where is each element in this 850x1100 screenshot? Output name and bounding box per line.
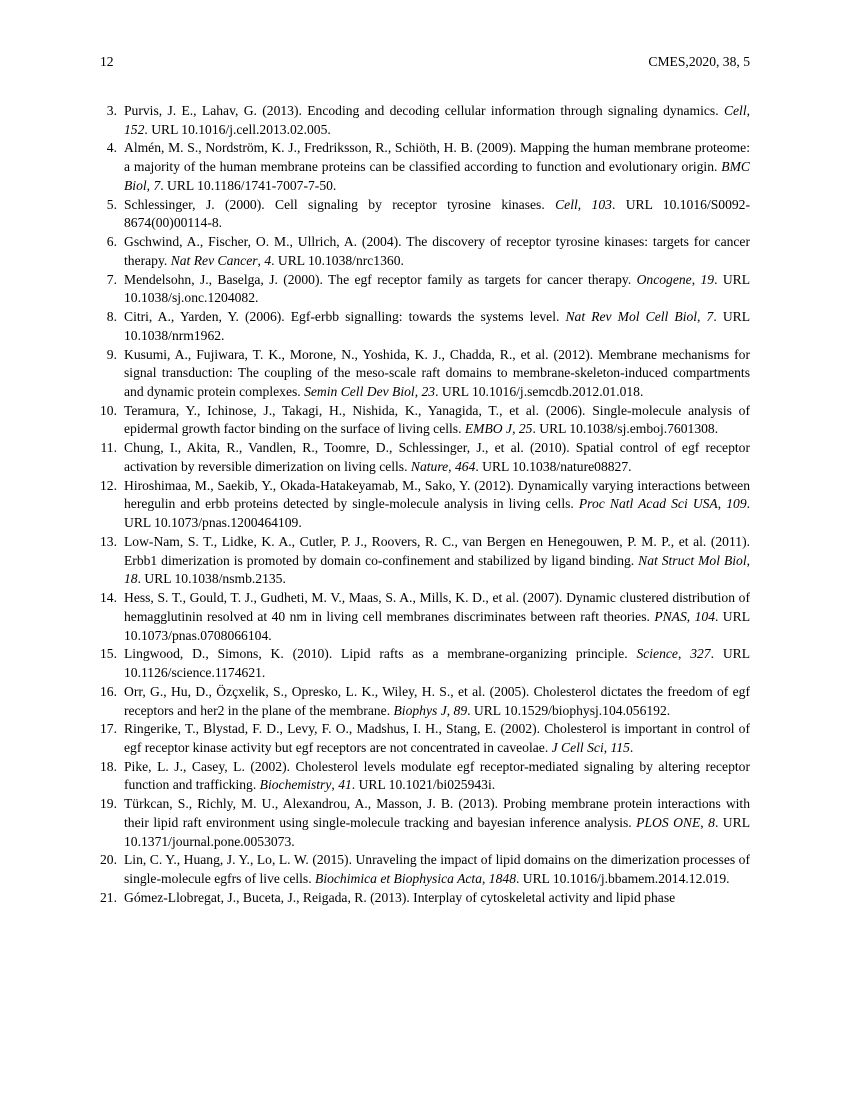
reference-item	[100, 645, 750, 682]
reference-number: 3.	[106, 103, 117, 118]
reference-text: Kusumi, A., Fujiwara, T. K., Morone, N., Yoshida, K. J., Chadda, R., et al. (2012). Membrane mechanisms for signal transduction: The coupling of the meso-scale raft domains to membrane-skeleton-induced compartments and dynamic protein complexes. Semin Cell Dev Biol, 23. URL 10.1016/j.semcdb.2012.01.018.	[124, 346, 750, 400]
reference-item	[100, 758, 750, 795]
reference-text: Schlessinger, J. (2000). Cell signaling by receptor tyrosine kinases. Cell, 103. URL 10.1016/S0092-8674(00)00114-8.	[124, 196, 751, 231]
reference-text: Chung, I., Akita, R., Vandlen, R., Toomre, D., Schlessinger, J., et al. (2010). Spatial control of egf receptor activation by reversible dimerization on living cells. Nature, 464. URL 10.1038/nature08827.	[124, 440, 750, 474]
reference-number: 14.	[100, 590, 117, 606]
reference-text: Pike, L. J., Casey, L. (2002). Cholesterol levels modulate egf receptor-mediated signaling by altering receptor function and trafficking. Biochemistry, 41. URL 10.1021/bi025943i.	[124, 758, 750, 793]
reference-item	[100, 308, 750, 345]
reference-text: Hess, S. T., Gould, T. J., Gudheti, M. V., Maas, S. A., Mills, K. D., et al. (2007). Dynamic clustered distribution of hemagglutinin resolved at 40 nm in living cell membranes discriminates between raft theories. PNAS, 104. URL 10.1073/pnas.0708066104.	[124, 590, 750, 643]
page-number: 12	[100, 54, 114, 69]
reference-text: Ringerike, T., Blystad, F. D., Levy, F. O., Madshus, I. H., Stang, E. (2002). Cholesterol is important in control of egf receptor kinase activity but egf receptors are not concentrated in caveolae. J Cell Sci, 115.	[124, 721, 750, 755]
reference-text: Lingwood, D., Simons, K. (2010). Lipid rafts as a membrane-organizing principle. Science, 327. URL 10.1126/science.1174621.	[124, 646, 751, 681]
reference-text: Gschwind, A., Fischer, O. M., Ullrich, A. (2004). The discovery of receptor tyrosine kinases: targets for cancer therapy. Nat Rev Cancer, 4. URL 10.1038/nrc1360.	[124, 234, 750, 268]
reference-number: 10.	[100, 402, 117, 418]
reference-item	[100, 683, 750, 720]
reference-text: Low-Nam, S. T., Lidke, K. A., Cutler, P. J., Roovers, R. C., van Bergen en Henegouwen, P. M. P., et al. (2011). Erbb1 dimerization is promoted by domain co-confinement and stabilized by ligand binding. Nat Struct Mol Biol, 18. URL 10.1038/nsmb.2135.	[124, 533, 750, 587]
reference-item	[100, 139, 750, 195]
reference-number: 19.	[100, 796, 117, 812]
reference-item	[100, 589, 750, 645]
reference-number: 21.	[100, 889, 117, 905]
reference-text: Lin, C. Y., Huang, J. Y., Lo, L. W. (2015). Unraveling the impact of lipid domains on the dimerization processes of single-molecule egfrs of live cells. Biochimica et Biophysica Acta, 1848. URL 10.1016/j.bbamem.2014.12.019.	[124, 852, 750, 887]
reference-text: Almén, M. S., Nordström, K. J., Fredriksson, R., Schiöth, H. B. (2009). Mapping the human membrane proteome: a majority of the human membrane proteins can be classified according to function and evolutionary origin. BMC Biol, 7. URL 10.1186/1741-7007-7-50.	[124, 140, 750, 193]
reference-item	[100, 795, 750, 851]
reference-number: 5.	[106, 196, 117, 212]
reference-item	[100, 271, 750, 308]
reference-text: Hiroshimaa, M., Saekib, Y., Okada-Hatakeyamab, M., Sako, Y. (2012). Dynamically varying interactions between heregulin and erbb proteins detected by single-molecule analysis in living cells. Proc Natl Acad Sci USA, 109. URL 10.1073/pnas.1200464109.	[124, 477, 751, 531]
reference-text: Gómez-Llobregat, J., Buceta, J., Reigada, R. (2013). Interplay of cytoskeletal activity and lipid phase	[124, 889, 676, 905]
reference-item	[100, 346, 750, 402]
reference-number: 18.	[100, 758, 117, 774]
reference-item	[100, 889, 750, 908]
reference-text: Orr, G., Hu, D., Özçxelik, S., Opresko, L. K., Wiley, H. S., et al. (2005). Cholesterol dictates the freedom of egf receptors and her2 in the plane of the membrane. Biophys J, 89. URL 10.1529/biophysj.104.056192.	[124, 683, 750, 718]
reference-item	[100, 196, 750, 233]
reference-item	[100, 477, 750, 533]
reference-number: 16.	[100, 683, 117, 699]
reference-number: 20.	[100, 852, 117, 868]
reference-text: Purvis, J. E., Lahav, G. (2013). Encoding and decoding cellular information through signaling dynamics. Cell, 152. URL 10.1016/j.cell.2013.02.005.	[124, 103, 750, 137]
reference-number: 13.	[100, 533, 117, 549]
reference-number: 7.	[106, 271, 117, 287]
reference-number: 6.	[106, 234, 117, 250]
reference-item	[100, 720, 750, 757]
running-header	[100, 54, 750, 70]
reference-item	[100, 402, 750, 439]
reference-item	[100, 102, 750, 139]
reference-text: Citri, A., Yarden, Y. (2006). Egf-erbb signalling: towards the systems level. Nat Rev Mol Cell Biol, 7. URL 10.1038/nrm1962.	[124, 309, 750, 343]
reference-number: 11.	[100, 440, 117, 456]
reference-number: 9.	[106, 346, 117, 362]
reference-number: 15.	[100, 646, 117, 662]
reference-number: 8.	[106, 309, 117, 325]
reference-item	[100, 533, 750, 589]
reference-item	[100, 233, 750, 270]
reference-number: 4.	[106, 140, 117, 156]
reference-text: Türkcan, S., Richly, M. U., Alexandrou, A., Masson, J. B. (2013). Probing membrane protein interactions with their lipid raft environment using single-molecule tracking and bayesian inference analysis. PLOS ONE, 8. URL 10.1371/journal.pone.0053073.	[124, 796, 750, 849]
reference-list	[100, 102, 750, 908]
reference-text: Teramura, Y., Ichinose, J., Takagi, H., Nishida, K., Yanagida, T., et al. (2006). Single-molecule analysis of epidermal growth factor binding on the surface of living cells. EMBO J, 25. URL 10.1038/sj.emboj.7601308.	[124, 402, 750, 437]
reference-text: Mendelsohn, J., Baselga, J. (2000). The egf receptor family as targets for cancer therapy. Oncogene, 19. URL 10.1038/sj.onc.1204082.	[124, 271, 751, 306]
journal-header: CMES,2020, 38, 5	[648, 54, 750, 69]
reference-item	[100, 851, 750, 888]
reference-number: 17.	[100, 721, 117, 737]
reference-item	[100, 439, 750, 476]
reference-number: 12.	[100, 477, 117, 493]
